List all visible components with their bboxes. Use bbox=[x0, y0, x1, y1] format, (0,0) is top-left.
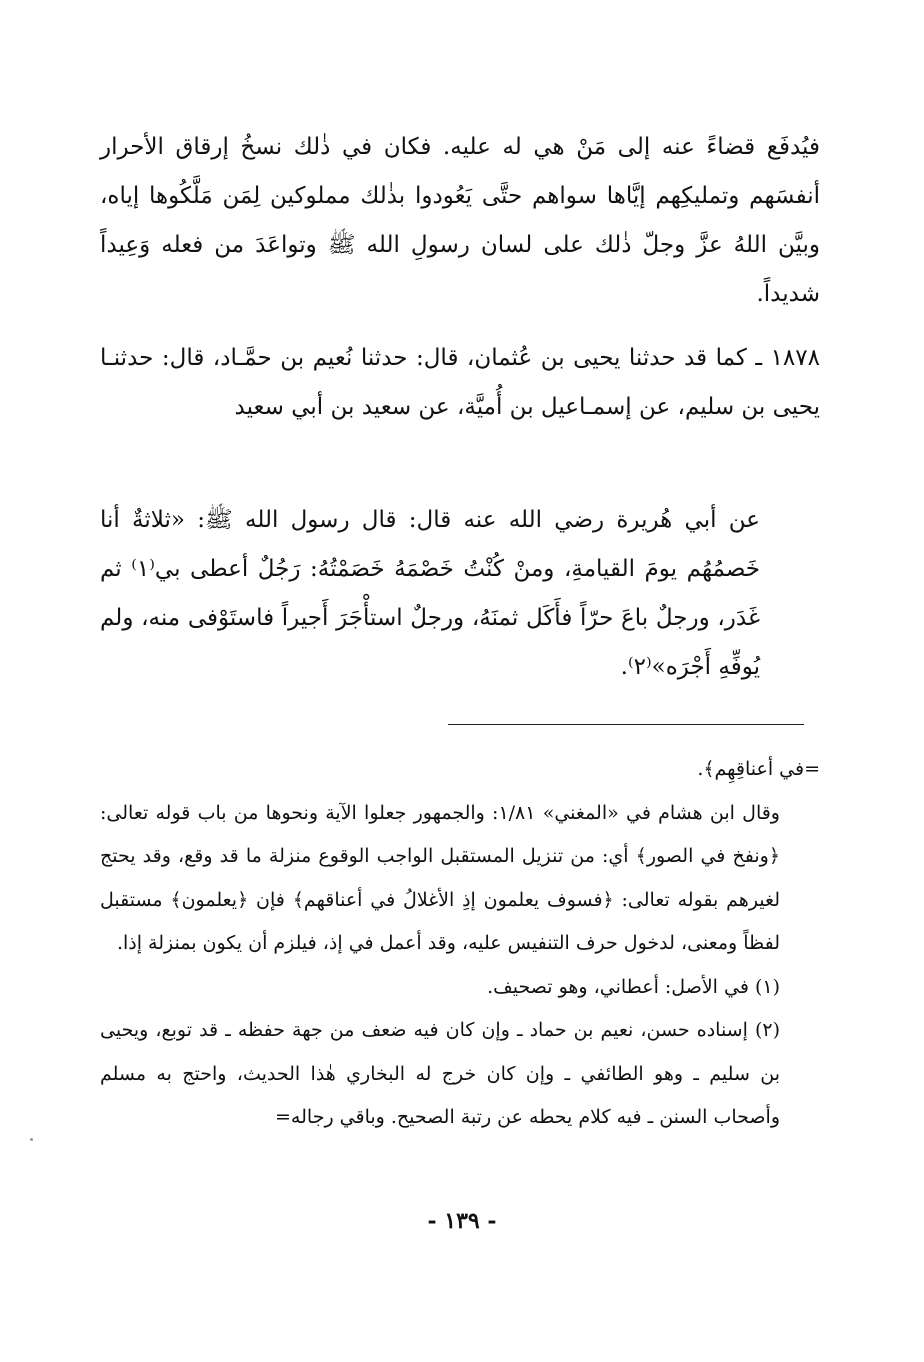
paragraph-text: فيُدفَع قضاءً عنه إلى مَنْ هي له عليه. فكان في ذٰلك نسخُ إرقاق الأحرار أنفسَهم وتمليكِهم إيَّاها سواهم حتَّى يَعُودوا بذٰلك مملوكين لِمَن مَلَّكُوها إياه، وبيَّن اللهُ عزَّ وجلّ ذٰلك على لسان رسولِ الله ﷺ وتواعَدَ من فعله وَعِيداً شديداً. bbox=[100, 134, 820, 307]
main-paragraph-1 bbox=[100, 123, 820, 319]
footnote-1: (١) في الأصل: أعطاني، وهو تصحيف. bbox=[487, 975, 780, 998]
scan-speck bbox=[30, 1138, 33, 1141]
footnote-2: (٢) إسناده حسن، نعيم بن حماد ـ وإن كان فيه ضعف من جهة حفظه ـ قد توبع، ويحيى بن سليم ـ وهو الطائفي ـ وإن كان خرج له البخاري هٰذا الحديث، واحتج به مسلم وأصحاب السنن ـ فيه كلام يحطه عن رتبة الصحيح. وباقي رجاله= bbox=[100, 1019, 780, 1128]
footnote-ibn-hisham: وقال ابن هشام في «المغني» ١/٨١: والجمهور جعلوا الآية ونحوها من باب قوله تعالى: ﴿ونفخ في الصور﴾ أي: من تنزيل المستقبل الواجب الوقوع منزلة ما قد وقع، وقد يحتج لغيرهم بقوله تعالى: ﴿فسوف يعلمون إذِ الأغلالُ في أعناقهم﴾ فإن ﴿يعلمون﴾ مستقبل لفظاً ومعنى، لدخول حرف التنفيس عليه، وقد أعمل في إذ، فيلزم أن يكون بمنزلة إذا. bbox=[100, 801, 780, 954]
page-number: - ١٣٩ - bbox=[427, 1208, 497, 1234]
hadith-isnad-paragraph bbox=[100, 334, 820, 432]
footnotes-section bbox=[100, 748, 820, 1140]
paragraph-text: ١٨٧٨ ـ كما قد حدثنا يحيى بن عُثمان، قال: حدثنا نُعيم بن حمَّـاد، قال: حدثنـا يحيى بن سليم، عن إسمـاعيل بن أُميَّة، عن سعيد بن أبي سعيد bbox=[100, 345, 820, 420]
hadith-matn-paragraph bbox=[100, 496, 820, 692]
paragraph-text: عن أبي هُريرة رضي الله عنه قال: قال رسول الله ﷺ: «ثلاثةٌ أنا خَصمُهُم يومَ القيامةِ، ومنْ كُنْتُ خَصْمَهُ خَصَمْتُهُ: رَجُلٌ أعطى بي⁽١⁾ ثم غَدَر، ورجلٌ باعَ حرّاً فأَكَل ثمنَهُ، ورجلٌ استأْجَرَ أَجيراً فاستَوْفى منه، ولم يُوفِّهِ أَجْرَه»⁽٢⁾. bbox=[100, 507, 761, 680]
footnote-separator bbox=[448, 724, 804, 725]
footnote-continuation: =في أعناقِهِم﴾. bbox=[697, 758, 820, 780]
